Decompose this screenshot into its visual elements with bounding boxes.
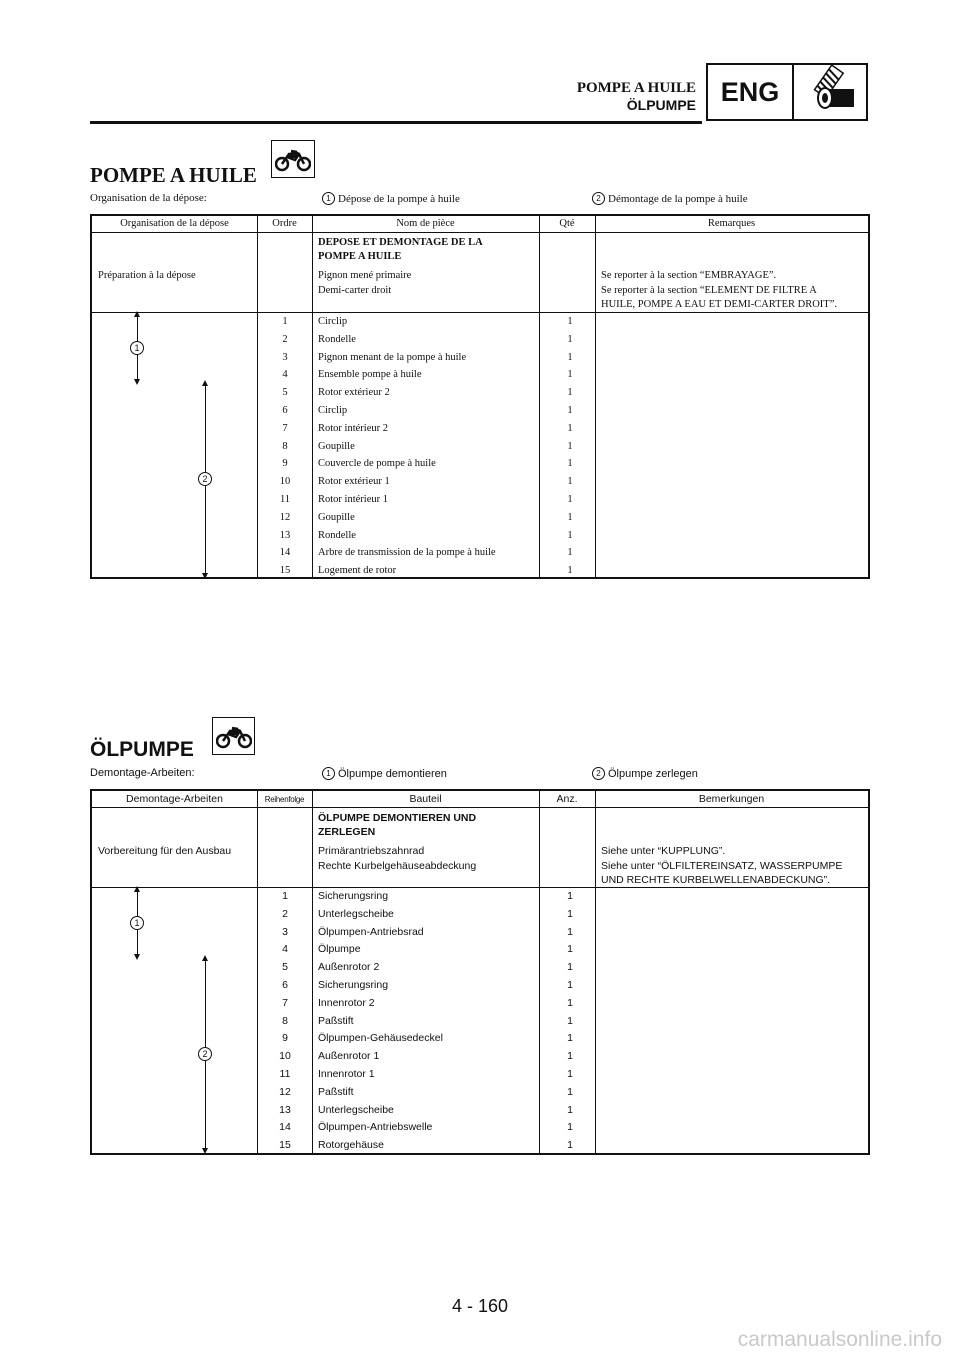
part-cell: Rotor extérieur 1 xyxy=(318,476,390,488)
part-cell: Paßstift xyxy=(318,1014,354,1027)
table-row xyxy=(92,1119,868,1137)
remark-fr: Se reporter à la section “EMBRAYAGE”. xyxy=(601,270,777,281)
table-row xyxy=(92,995,868,1013)
quantity-cell: 1 xyxy=(567,547,573,559)
table-row xyxy=(92,1137,868,1155)
order-cell: 1 xyxy=(282,890,288,902)
remark-fr-2: Se reporter à la section “ELEMENT DE FILTRE A xyxy=(601,285,817,296)
part-cell: Rondelle xyxy=(318,529,356,541)
remark-de-2: Siehe unter “ÖLFILTEREINSATZ, WASSERPUMPE xyxy=(601,860,843,872)
step2-de: 2 Ölpumpe zerlegen xyxy=(592,767,698,780)
prep-label-fr: Préparation à la dépose xyxy=(98,270,196,281)
order-cell: 3 xyxy=(282,925,288,938)
quantity-cell: 1 xyxy=(567,943,573,956)
prep-part-de-2: Rechte Kurbelgehäuseabdeckung xyxy=(318,860,477,872)
table-row xyxy=(92,1030,868,1048)
order-cell: 10 xyxy=(279,1050,291,1063)
table-row xyxy=(92,527,868,545)
part-cell: Unterlegscheibe xyxy=(318,907,394,920)
procedure-heading-de: ÖLPUMPE DEMONTIEREN UND xyxy=(318,812,477,824)
motorcycle-icon xyxy=(212,717,255,755)
table-header-de xyxy=(92,791,868,808)
procedure-heading-de-2: ZERLEGEN xyxy=(318,826,376,838)
part-cell: Innenrotor 1 xyxy=(318,1068,375,1080)
quantity-cell: 1 xyxy=(567,511,573,523)
order-cell: 6 xyxy=(282,979,288,991)
quantity-cell: 1 xyxy=(567,458,573,470)
order-cell: 9 xyxy=(282,1032,288,1045)
quantity-cell: 1 xyxy=(567,529,573,541)
order-cell: 12 xyxy=(279,511,291,523)
quantity-cell: 1 xyxy=(567,1085,573,1098)
table-row xyxy=(92,959,868,977)
part-cell: Rotorgehäuse xyxy=(318,1139,384,1152)
motorcycle-icon xyxy=(271,140,315,178)
quantity-cell: 1 xyxy=(567,979,573,991)
remark-de: Siehe unter “KUPPLUNG”. xyxy=(601,845,726,857)
part-cell: Paßstift xyxy=(318,1085,354,1098)
order-cell: 8 xyxy=(282,440,288,452)
table-row xyxy=(92,562,868,580)
quantity-cell: 1 xyxy=(567,405,573,416)
order-cell: 12 xyxy=(279,1085,291,1098)
col-quantity: Qté xyxy=(559,218,575,229)
table-row xyxy=(92,544,868,562)
part-cell: Sicherungsring xyxy=(318,890,389,902)
remark-fr-3: HUILE, POMPE A EAU ET DEMI-CARTER DROIT”. xyxy=(601,299,837,310)
prep-part-de: Primärantriebszahnrad xyxy=(318,845,425,857)
part-cell: Goupille xyxy=(318,440,355,452)
quantity-cell: 1 xyxy=(567,1068,573,1080)
order-cell: 5 xyxy=(282,961,288,974)
eng-label: ENG xyxy=(708,65,794,119)
order-cell: 13 xyxy=(279,529,291,541)
table-row xyxy=(92,509,868,527)
procedure-heading-fr: DEPOSE ET DEMONTAGE DE LA xyxy=(318,237,483,248)
part-cell: Circlip xyxy=(318,405,348,416)
part-cell: Rondelle xyxy=(318,333,356,345)
col-order: Ordre xyxy=(272,218,297,229)
remark-de-3: UND RECHTE KURBELWELLENABDECKUNG”. xyxy=(601,874,831,886)
step1-de: 1 Ölpumpe demontieren xyxy=(322,767,447,780)
quantity-cell: 1 xyxy=(567,996,573,1009)
engine-bolt-icon xyxy=(794,65,866,119)
quantity-cell: 1 xyxy=(567,907,573,920)
parts-rows-fr xyxy=(92,313,868,579)
quantity-cell: 1 xyxy=(567,1014,573,1027)
order-cell: 4 xyxy=(282,943,288,956)
col-order: Reihenfolge xyxy=(264,795,305,804)
table-header-fr xyxy=(92,216,868,233)
quantity-cell: 1 xyxy=(567,476,573,488)
quantity-cell: 1 xyxy=(567,890,573,902)
order-cell: 9 xyxy=(282,458,288,470)
parts-rows-de xyxy=(92,888,868,1154)
part-cell: Ölpumpe xyxy=(318,943,361,956)
table-row xyxy=(92,491,868,509)
preparation-block-de xyxy=(92,808,868,888)
quantity-cell: 1 xyxy=(567,1032,573,1045)
table-row xyxy=(92,438,868,456)
order-cell: 15 xyxy=(279,1139,291,1152)
table-row xyxy=(92,1084,868,1102)
quantity-cell: 1 xyxy=(567,961,573,974)
order-cell: 6 xyxy=(282,405,288,416)
header-rule xyxy=(90,121,702,124)
part-cell: Arbre de transmission de la pompe à huile xyxy=(318,547,496,559)
table-row xyxy=(92,384,868,402)
quantity-cell: 1 xyxy=(567,316,573,327)
table-row xyxy=(92,906,868,924)
order-cell: 2 xyxy=(282,333,288,345)
table-row xyxy=(92,1102,868,1120)
part-cell: Ölpumpen-Gehäusedeckel xyxy=(318,1032,443,1045)
quantity-cell: 1 xyxy=(567,1139,573,1152)
table-row xyxy=(92,941,868,959)
col-part-name: Nom de pièce xyxy=(396,218,455,229)
step1-marker-de: 1 xyxy=(130,916,144,930)
part-cell: Sicherungsring xyxy=(318,979,389,991)
part-cell: Außenrotor 2 xyxy=(318,961,380,974)
part-cell: Ensemble pompe à huile xyxy=(318,369,422,381)
col-organisation: Organisation de la dépose xyxy=(120,218,229,229)
part-cell: Rotor extérieur 2 xyxy=(318,387,390,399)
quantity-cell: 1 xyxy=(567,1050,573,1063)
part-cell: Außenrotor 1 xyxy=(318,1050,380,1063)
order-cell: 14 xyxy=(279,1121,291,1134)
table-row xyxy=(92,313,868,331)
step2-fr: 2 Démontage de la pompe à huile xyxy=(592,192,748,205)
table-row xyxy=(92,402,868,420)
part-cell: Circlip xyxy=(318,316,348,327)
step2-marker-de: 2 xyxy=(198,1047,212,1061)
table-row xyxy=(92,977,868,995)
table-row xyxy=(92,1066,868,1084)
prep-part-fr: Pignon mené primaire xyxy=(318,270,412,281)
section-title-de: ÖLPUMPE xyxy=(90,738,194,761)
quantity-cell: 1 xyxy=(567,422,573,434)
order-cell: 11 xyxy=(279,1068,291,1080)
quantity-cell: 1 xyxy=(567,1121,573,1134)
order-cell: 4 xyxy=(282,369,288,381)
col-quantity: Anz. xyxy=(556,793,578,805)
table-row xyxy=(92,420,868,438)
quantity-cell: 1 xyxy=(567,925,573,938)
quantity-cell: 1 xyxy=(567,440,573,452)
quantity-cell: 1 xyxy=(567,333,573,345)
order-cell: 14 xyxy=(279,547,291,559)
order-cell: 7 xyxy=(282,996,288,1009)
page-number: 4 - 160 xyxy=(451,1296,509,1316)
org-label-fr: Organisation de la dépose: xyxy=(90,192,207,204)
part-cell: Ölpumpen-Antriebsrad xyxy=(318,925,424,938)
parts-table-fr xyxy=(90,214,870,579)
part-cell: Unterlegscheibe xyxy=(318,1103,394,1116)
table-row xyxy=(92,349,868,367)
part-cell: Ölpumpen-Antriebswelle xyxy=(318,1121,433,1134)
order-cell: 3 xyxy=(282,351,288,363)
quantity-cell: 1 xyxy=(567,565,573,577)
step1-marker-fr: 1 xyxy=(130,341,144,355)
header-title-de: ÖLPUMPE xyxy=(626,97,696,113)
prep-part-fr-2: Demi-carter droit xyxy=(318,285,392,296)
prep-label-de: Vorbereitung für den Ausbau xyxy=(98,845,232,857)
part-cell: Pignon menant de la pompe à huile xyxy=(318,351,467,363)
table-row xyxy=(92,888,868,906)
order-cell: 13 xyxy=(279,1103,291,1116)
order-cell: 2 xyxy=(282,907,288,920)
order-cell: 7 xyxy=(282,422,288,434)
part-cell: Rotor intérieur 1 xyxy=(318,494,388,505)
quantity-cell: 1 xyxy=(567,387,573,399)
order-cell: 11 xyxy=(279,494,291,505)
part-cell: Logement de rotor xyxy=(318,565,397,577)
procedure-heading-fr-2: POMPE A HUILE xyxy=(318,251,402,262)
watermark: carmanualsonline.info xyxy=(737,1328,942,1351)
table-row xyxy=(92,924,868,942)
order-cell: 8 xyxy=(282,1014,288,1027)
order-cell: 1 xyxy=(282,316,288,327)
part-cell: Innenrotor 2 xyxy=(318,996,375,1009)
col-remarks: Remarques xyxy=(707,218,756,229)
section-badge xyxy=(706,63,868,121)
step1-fr: 1 Dépose de la pompe à huile xyxy=(322,192,460,205)
col-part-name: Bauteil xyxy=(409,793,442,805)
section-title-fr: POMPE A HUILE xyxy=(90,163,257,187)
table-row xyxy=(92,331,868,349)
parts-table-de xyxy=(90,789,870,1155)
table-row xyxy=(92,366,868,384)
quantity-cell: 1 xyxy=(567,494,573,505)
order-cell: 10 xyxy=(279,476,291,488)
col-remarks: Bemerkungen xyxy=(698,793,765,805)
step2-marker-fr: 2 xyxy=(198,472,212,486)
preparation-block-fr xyxy=(92,233,868,313)
org-label-de: Demontage-Arbeiten: xyxy=(90,767,195,779)
part-cell: Goupille xyxy=(318,511,355,523)
quantity-cell: 1 xyxy=(567,351,573,363)
quantity-cell: 1 xyxy=(567,369,573,381)
order-cell: 15 xyxy=(279,565,291,577)
col-organisation: Demontage-Arbeiten xyxy=(126,793,223,805)
order-cell: 5 xyxy=(282,387,288,399)
table-row xyxy=(92,1013,868,1031)
table-row xyxy=(92,455,868,473)
part-cell: Couvercle de pompe à huile xyxy=(318,458,436,470)
header-title-fr: POMPE A HUILE xyxy=(576,80,696,96)
part-cell: Rotor intérieur 2 xyxy=(318,422,388,434)
quantity-cell: 1 xyxy=(567,1103,573,1116)
